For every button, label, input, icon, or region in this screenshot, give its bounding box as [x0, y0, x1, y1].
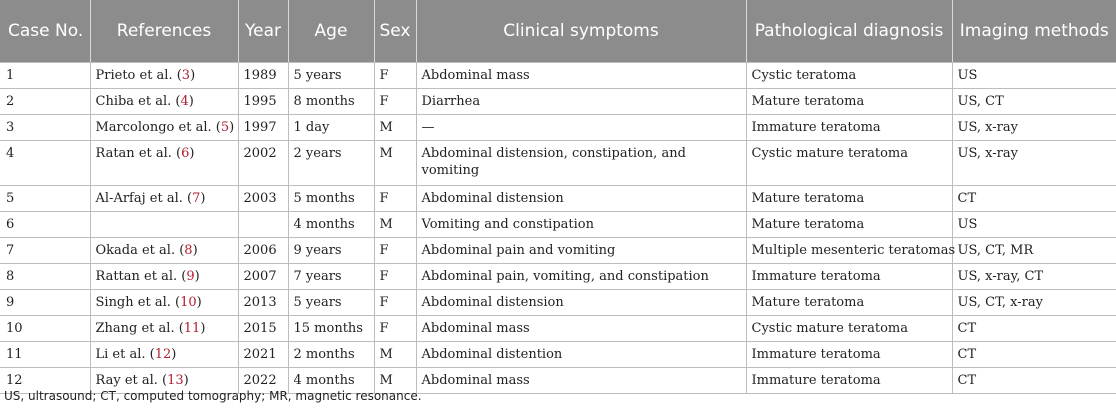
table-row [0, 290, 1116, 316]
table-row [0, 63, 1116, 89]
table-footnote: US, ultrasound; CT, computed tomography; MR, magnetic resonance. [4, 389, 422, 403]
cell-age: 15 months [288, 316, 374, 342]
cell-sex: M [374, 115, 416, 141]
cell-case: 2 [0, 89, 90, 115]
cell-imaging-methods: US, x-ray, CT [952, 264, 1116, 290]
reference-author: Rattan et al. ( [95, 269, 187, 284]
cell-year: 1997 [238, 115, 288, 141]
cell-case: 7 [0, 238, 90, 264]
cell-pathological-diagnosis: Cystic mature teratoma [746, 316, 952, 342]
reference-link[interactable]: 10 [180, 295, 197, 310]
table-row [0, 186, 1116, 212]
reference-link[interactable]: 8 [184, 243, 193, 258]
cell-clinical-symptoms: — [416, 115, 746, 141]
cell-age: 4 months [288, 368, 374, 394]
reference-close: ) [188, 94, 194, 109]
cell-sex: F [374, 264, 416, 290]
reference-author: Ray et al. ( [95, 373, 168, 388]
cell-age: 4 months [288, 212, 374, 238]
reference-link[interactable]: 3 [181, 68, 191, 83]
cell-age: 5 years [288, 290, 374, 316]
table-row [0, 264, 1116, 290]
cell-year [238, 212, 288, 238]
reference-author: Al-Arfaj et al. ( [95, 191, 193, 206]
cell-clinical-symptoms: Abdominal distension [416, 186, 746, 212]
cell-case: 4 [0, 141, 90, 186]
cell-reference [90, 342, 238, 368]
cell-reference [90, 238, 238, 264]
cell-pathological-diagnosis: Multiple mesenteric teratomas [746, 238, 952, 264]
cell-case: 6 [0, 212, 90, 238]
cell-sex: F [374, 290, 416, 316]
reference-link[interactable]: 5 [220, 120, 230, 135]
cell-reference [90, 212, 238, 238]
cell-year: 2007 [238, 264, 288, 290]
table-row [0, 316, 1116, 342]
cell-clinical-symptoms: Abdominal mass [416, 316, 746, 342]
cell-pathological-diagnosis: Immature teratoma [746, 264, 952, 290]
cell-year: 2003 [238, 186, 288, 212]
reference-author: Okada et al. ( [95, 243, 185, 258]
reference-author: Marcolongo et al. ( [95, 120, 221, 135]
cell-age: 1 day [288, 115, 374, 141]
reference-author: Zhang et al. ( [95, 321, 184, 336]
header-year: Year [238, 0, 288, 63]
table-row [0, 141, 1116, 186]
cell-case: 9 [0, 290, 90, 316]
reference-close: ) [190, 68, 196, 83]
reference-author: Li et al. ( [95, 347, 155, 362]
cell-imaging-methods: US [952, 212, 1116, 238]
header-sex: Sex [374, 0, 416, 63]
cell-case: 10 [0, 316, 90, 342]
cell-reference [90, 115, 238, 141]
header-age: Age [288, 0, 374, 63]
cell-sex: F [374, 316, 416, 342]
reference-author: Singh et al. ( [95, 295, 181, 310]
cell-year: 2015 [238, 316, 288, 342]
reference-link[interactable]: 4 [180, 94, 189, 109]
reference-link[interactable]: 9 [186, 269, 195, 284]
reference-link[interactable]: 11 [183, 321, 201, 336]
cell-case: 5 [0, 186, 90, 212]
reference-author: Ratan et al. ( [95, 146, 182, 161]
cell-reference [90, 63, 238, 89]
cell-sex: M [374, 342, 416, 368]
cell-clinical-symptoms: Vomiting and constipation [416, 212, 746, 238]
cell-imaging-methods: CT [952, 316, 1116, 342]
cell-pathological-diagnosis: Cystic teratoma [746, 63, 952, 89]
cell-case: 12 [0, 368, 90, 394]
cell-reference [90, 89, 238, 115]
cell-reference [90, 186, 238, 212]
cell-age: 8 months [288, 89, 374, 115]
cell-sex: M [374, 141, 416, 186]
cell-imaging-methods: CT [952, 186, 1116, 212]
cell-clinical-symptoms: Abdominal distension, constipation, and vomiting [416, 141, 746, 186]
cell-pathological-diagnosis: Immature teratoma [746, 368, 952, 394]
cell-year: 2002 [238, 141, 288, 186]
cell-case: 11 [0, 342, 90, 368]
reference-close: ) [192, 243, 198, 258]
cell-age: 2 months [288, 342, 374, 368]
reference-author: Prieto et al. ( [95, 68, 182, 83]
header-case-no: Case No. [0, 0, 90, 63]
cell-year: 2006 [238, 238, 288, 264]
table-body [0, 63, 1116, 394]
cell-pathological-diagnosis: Immature teratoma [746, 115, 952, 141]
cell-clinical-symptoms: Abdominal pain, vomiting, and constipation [416, 264, 746, 290]
header-pathological-diagnosis: Pathological diagnosis [746, 0, 952, 63]
cell-clinical-symptoms: Abdominal mass [416, 368, 746, 394]
cell-pathological-diagnosis: Mature teratoma [746, 290, 952, 316]
header-references: References [90, 0, 238, 63]
cell-imaging-methods: US, CT, x-ray [952, 290, 1116, 316]
reference-link[interactable]: 7 [192, 191, 201, 206]
cell-reference [90, 316, 238, 342]
cell-clinical-symptoms: Abdominal mass [416, 63, 746, 89]
cell-case: 8 [0, 264, 90, 290]
cell-year: 1995 [238, 89, 288, 115]
cell-imaging-methods: CT [952, 368, 1116, 394]
cell-age: 5 years [288, 63, 374, 89]
header-imaging-methods: Imaging methods [952, 0, 1116, 63]
cell-year: 2013 [238, 290, 288, 316]
cell-sex: F [374, 238, 416, 264]
cell-imaging-methods: US, x-ray [952, 141, 1116, 186]
cell-year: 2022 [238, 368, 288, 394]
reference-close: ) [189, 146, 195, 161]
table-row [0, 238, 1116, 264]
cell-imaging-methods: US, x-ray [952, 115, 1116, 141]
cell-year: 2021 [238, 342, 288, 368]
cell-imaging-methods: US [952, 63, 1116, 89]
reference-close: ) [196, 295, 202, 310]
cell-sex: M [374, 368, 416, 394]
cell-pathological-diagnosis: Cystic mature teratoma [746, 141, 952, 186]
reference-close: ) [171, 347, 177, 362]
reference-close: ) [229, 120, 235, 135]
cell-case: 1 [0, 63, 90, 89]
table-row [0, 212, 1116, 238]
table-row [0, 89, 1116, 115]
cell-sex: M [374, 212, 416, 238]
reference-close: ) [200, 191, 206, 206]
cell-pathological-diagnosis: Mature teratoma [746, 186, 952, 212]
reference-link[interactable]: 6 [181, 146, 190, 161]
reference-link[interactable]: 12 [154, 347, 172, 362]
reference-close: ) [183, 373, 189, 388]
reference-link[interactable]: 13 [167, 373, 184, 388]
cell-age: 2 years [288, 141, 374, 186]
cell-reference [90, 264, 238, 290]
cell-pathological-diagnosis: Mature teratoma [746, 89, 952, 115]
cell-age: 7 years [288, 264, 374, 290]
cell-clinical-symptoms: Abdominal distention [416, 342, 746, 368]
reference-author: Chiba et al. ( [95, 94, 181, 109]
cell-reference [90, 141, 238, 186]
cell-age: 9 years [288, 238, 374, 264]
cell-imaging-methods: CT [952, 342, 1116, 368]
cell-case: 3 [0, 115, 90, 141]
cell-pathological-diagnosis: Immature teratoma [746, 342, 952, 368]
table-row [0, 115, 1116, 141]
cell-sex: F [374, 186, 416, 212]
reference-close: ) [194, 269, 200, 284]
cell-pathological-diagnosis: Mature teratoma [746, 212, 952, 238]
cell-sex: F [374, 89, 416, 115]
cell-reference [90, 290, 238, 316]
table-row [0, 342, 1116, 368]
cell-imaging-methods: US, CT, MR [952, 238, 1116, 264]
cell-imaging-methods: US, CT [952, 89, 1116, 115]
cell-clinical-symptoms: Abdominal pain and vomiting [416, 238, 746, 264]
cell-year: 1989 [238, 63, 288, 89]
table-header-row [0, 0, 1116, 63]
reference-close: ) [200, 321, 206, 336]
header-clinical-symptoms: Clinical symptoms [416, 0, 746, 63]
cell-age: 5 months [288, 186, 374, 212]
cell-clinical-symptoms: Diarrhea [416, 89, 746, 115]
cell-sex: F [374, 63, 416, 89]
cell-clinical-symptoms: Abdominal distension [416, 290, 746, 316]
